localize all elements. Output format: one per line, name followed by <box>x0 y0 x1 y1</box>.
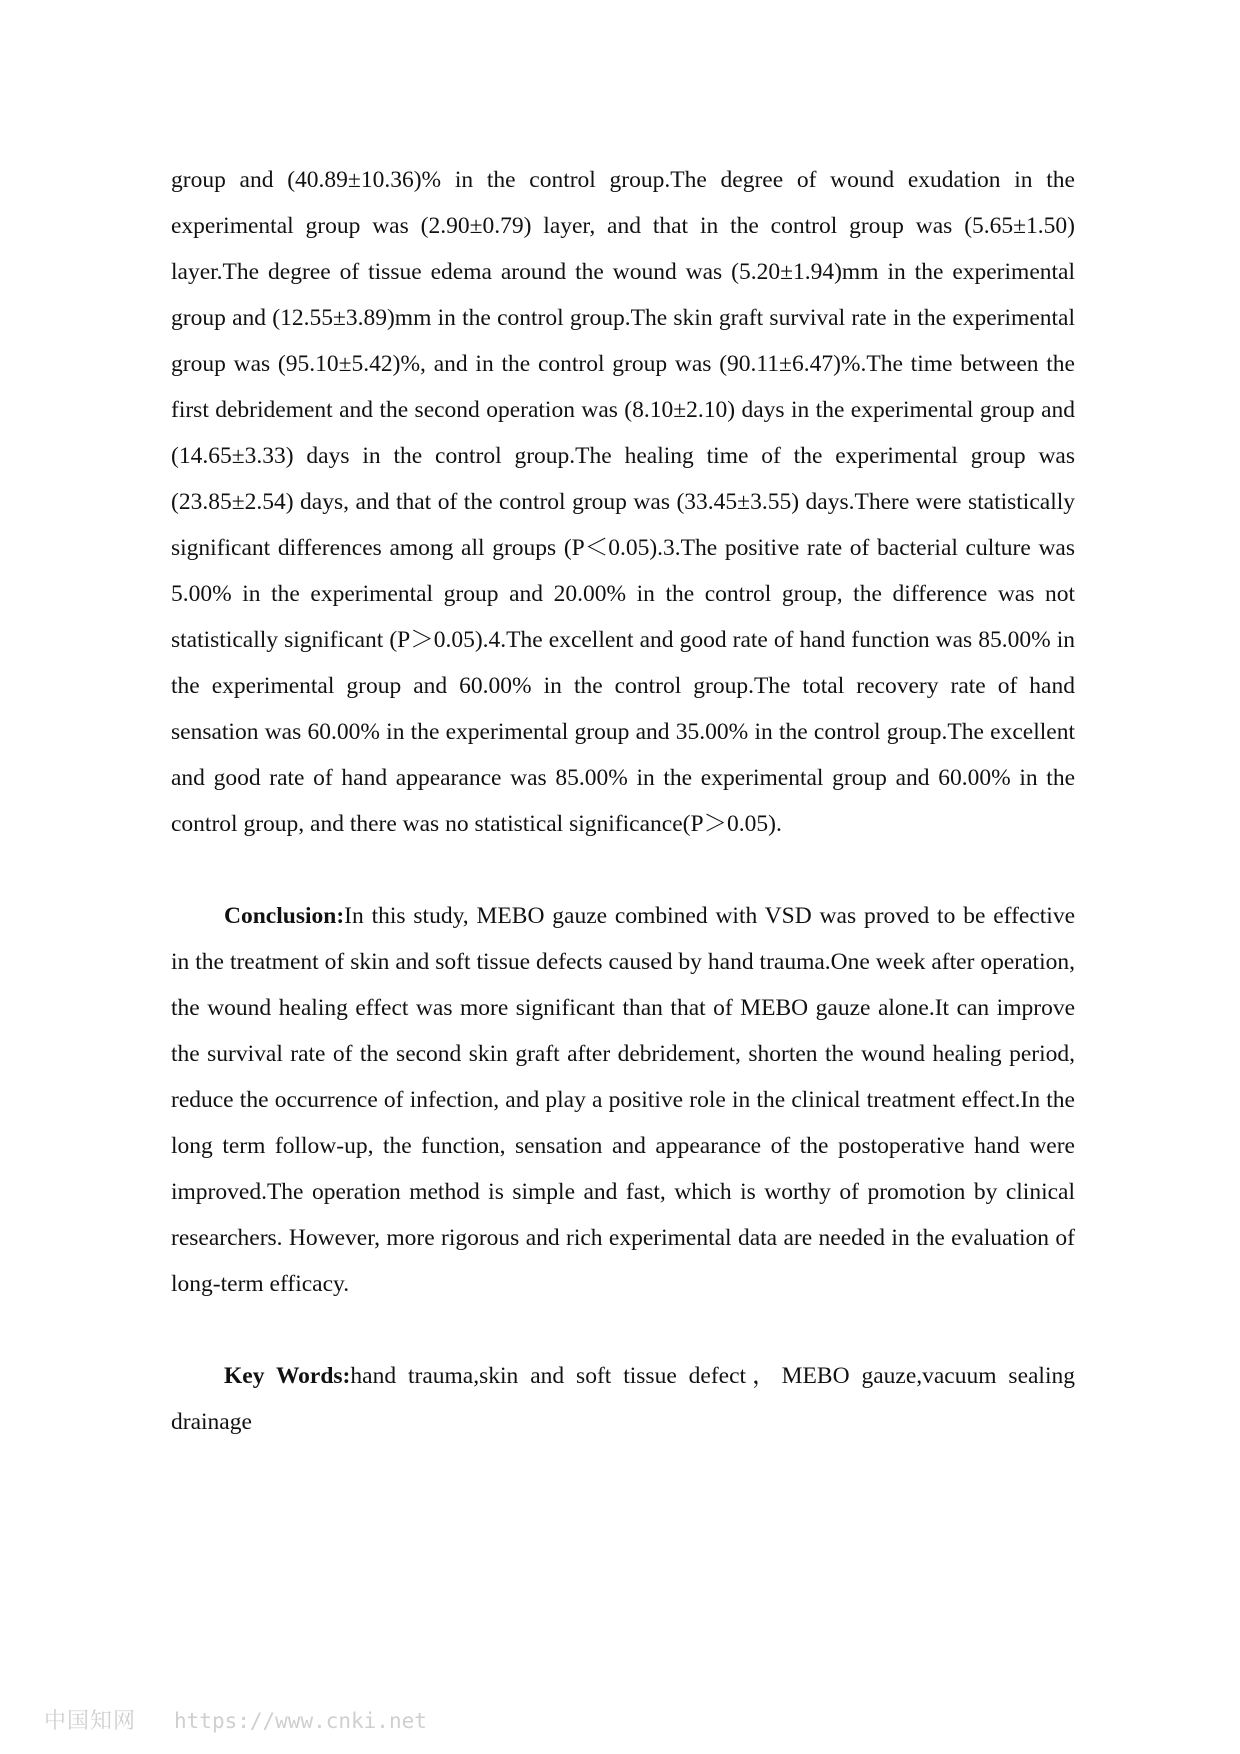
conclusion-label: Conclusion: <box>224 903 345 929</box>
conclusion-text: In this study, MEBO gauze combined with VSD was proved to be effective in the treatment of skin and soft tissue defects caused by hand trauma.One week after operation, the wound healing effect was more significant than that of MEBO gauze alone.It can improve the survival rate of the second skin graft after debridement, shorten the wound healing period, reduce the occurrence of infection, and play a positive role in the clinical treatment effect.In the long term follow-up, the function, sensation and appearance of the postoperative hand were improved.The operation method is simple and fast, which is worthy of promotion by clinical researchers. However, more rigorous and rich experimental data are needed in the evaluation of long-term efficacy. <box>171 903 1075 1297</box>
keywords-label: Key Words: <box>224 1363 351 1389</box>
watermark-brand: 中国知网 <box>44 1709 137 1734</box>
keywords-text: hand trauma,skin and soft tissue defect，MEBO gauze,vacuum sealing drainage <box>171 1363 1075 1435</box>
watermark-url: https://www.cnki.net <box>174 1709 427 1733</box>
cnki-watermark <box>44 1704 427 1735</box>
keywords-paragraph <box>171 1353 1075 1445</box>
conclusion-paragraph <box>171 893 1075 1307</box>
results-paragraph <box>171 157 1075 847</box>
results-text: group and (40.89±10.36)% in the control group.The degree of wound exudation in the experimental group was (2.90±0.79) layer, and that in the control group was (5.65±1.50) layer.The degree of tissue edema around the wound was (5.20±1.94)mm in the experimental group and (12.55±3.89)mm in the control group.The skin graft survival rate in the experimental group was (95.10±5.42)%, and in the control group was (90.11±6.47)%.The time between the first debridement and the second operation was (8.10±2.10) days in the experimental group and (14.65±3.33) days in the control group.The healing time of the experimental group was (23.85±2.54) days, and that of the control group was (33.45±3.55) days.There were statistically significant differences among all groups (P＜0.05).3.The positive rate of bacterial culture was 5.00% in the experimental group and 20.00% in the control group, the difference was not statistically significant (P＞0.05).4.The excellent and good rate of hand function was 85.00% in the experimental group and 60.00% in the control group.The total recovery rate of hand sensation was 60.00% in the experimental group and 35.00% in the control group.The excellent and good rate of hand appearance was 85.00% in the experimental group and 60.00% in the control group, and there was no statistical significance(P＞0.05). <box>171 167 1075 837</box>
